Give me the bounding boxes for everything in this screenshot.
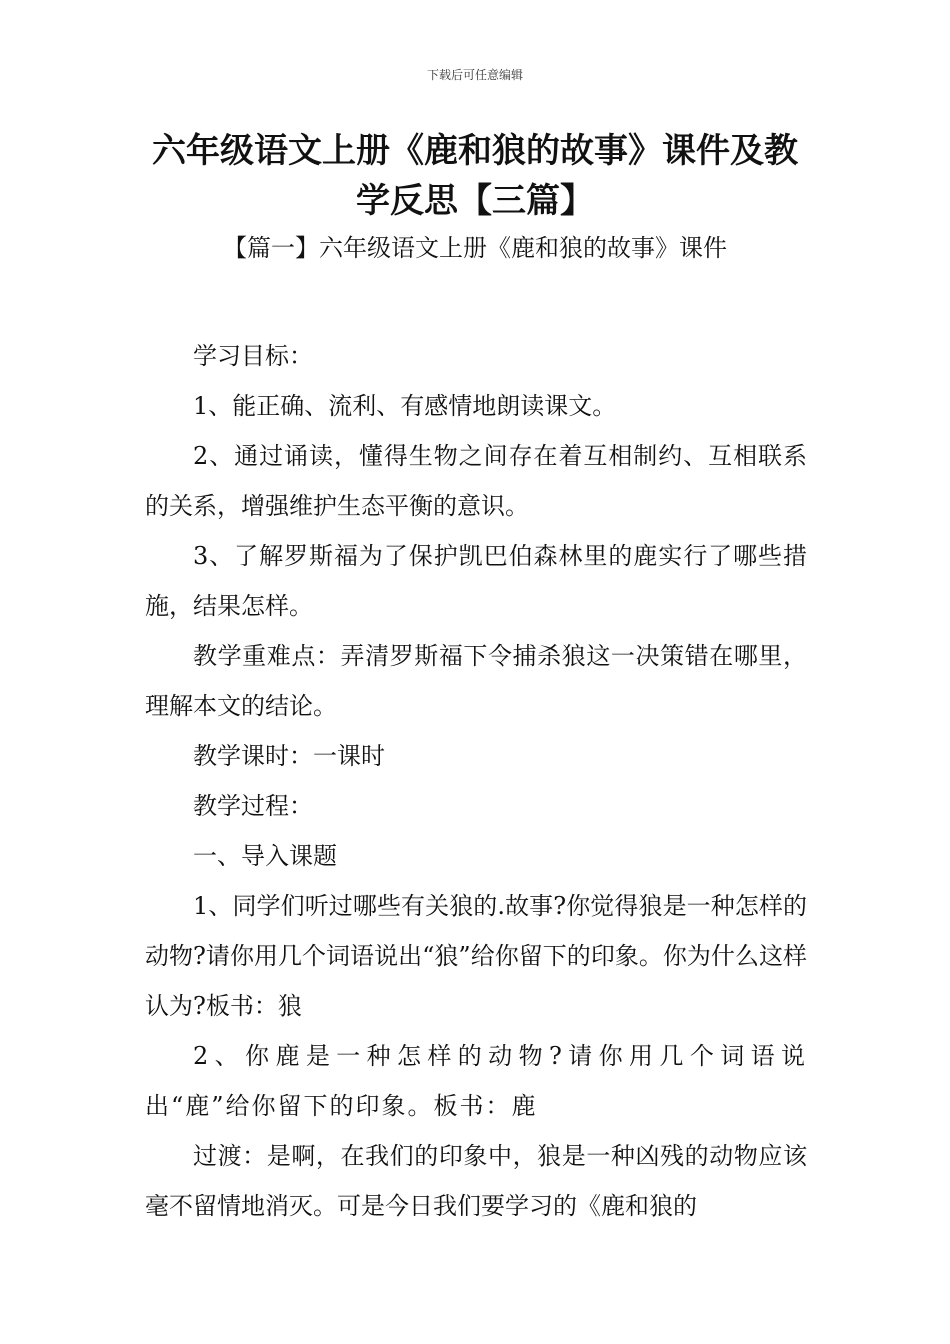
paragraph-intro-heading: 一、导入课题 (193, 842, 337, 870)
section-subtitle: 【篇一】六年级语文上册《鹿和狼的故事》课件 (223, 234, 727, 262)
paragraph-key-points: 教学重难点：弄清罗斯福下令捕杀狼这一决策错在哪里，理解本文的结论。 (145, 642, 807, 720)
paragraph-goal-2: 2、通过诵读，懂得生物之间存在着互相制约、互相联系的关系，增强维护生态平衡的意识。 (145, 442, 807, 520)
header-note: 下载后可任意编辑 (426, 68, 523, 82)
paragraph-intro-2: 2、你鹿是一种怎样的动物?请你用几个词语说出“鹿”给你留下的印象。板书：鹿 (145, 1042, 807, 1120)
paragraph-goal-1: 1、能正确、流利、有感情地朗读课文。 (193, 392, 617, 420)
document-body (145, 331, 807, 1231)
paragraph-learning-goals: 学习目标： (193, 342, 313, 370)
document-title: 六年级语文上册《鹿和狼的故事》课件及教学反思【三篇】 (152, 131, 798, 221)
paragraph-goal-3: 3、了解罗斯福为了保护凯巴伯森林里的鹿实行了哪些措施，结果怎样。 (145, 542, 807, 620)
paragraph-class-hours: 教学课时：一课时 (193, 742, 385, 770)
paragraph-intro-1: 1、同学们听过哪些有关狼的.故事?你觉得狼是一种怎样的动物?请你用几个词语说出“狼”给你留下的印象。你为什么这样认为?板书：狼 (145, 892, 807, 1020)
paragraph-transition: 过渡：是啊，在我们的印象中，狼是一种凶残的动物应该毫不留情地消灭。可是今日我们要学习的《鹿和狼的 (145, 1142, 807, 1220)
paragraph-process: 教学过程： (193, 792, 313, 820)
